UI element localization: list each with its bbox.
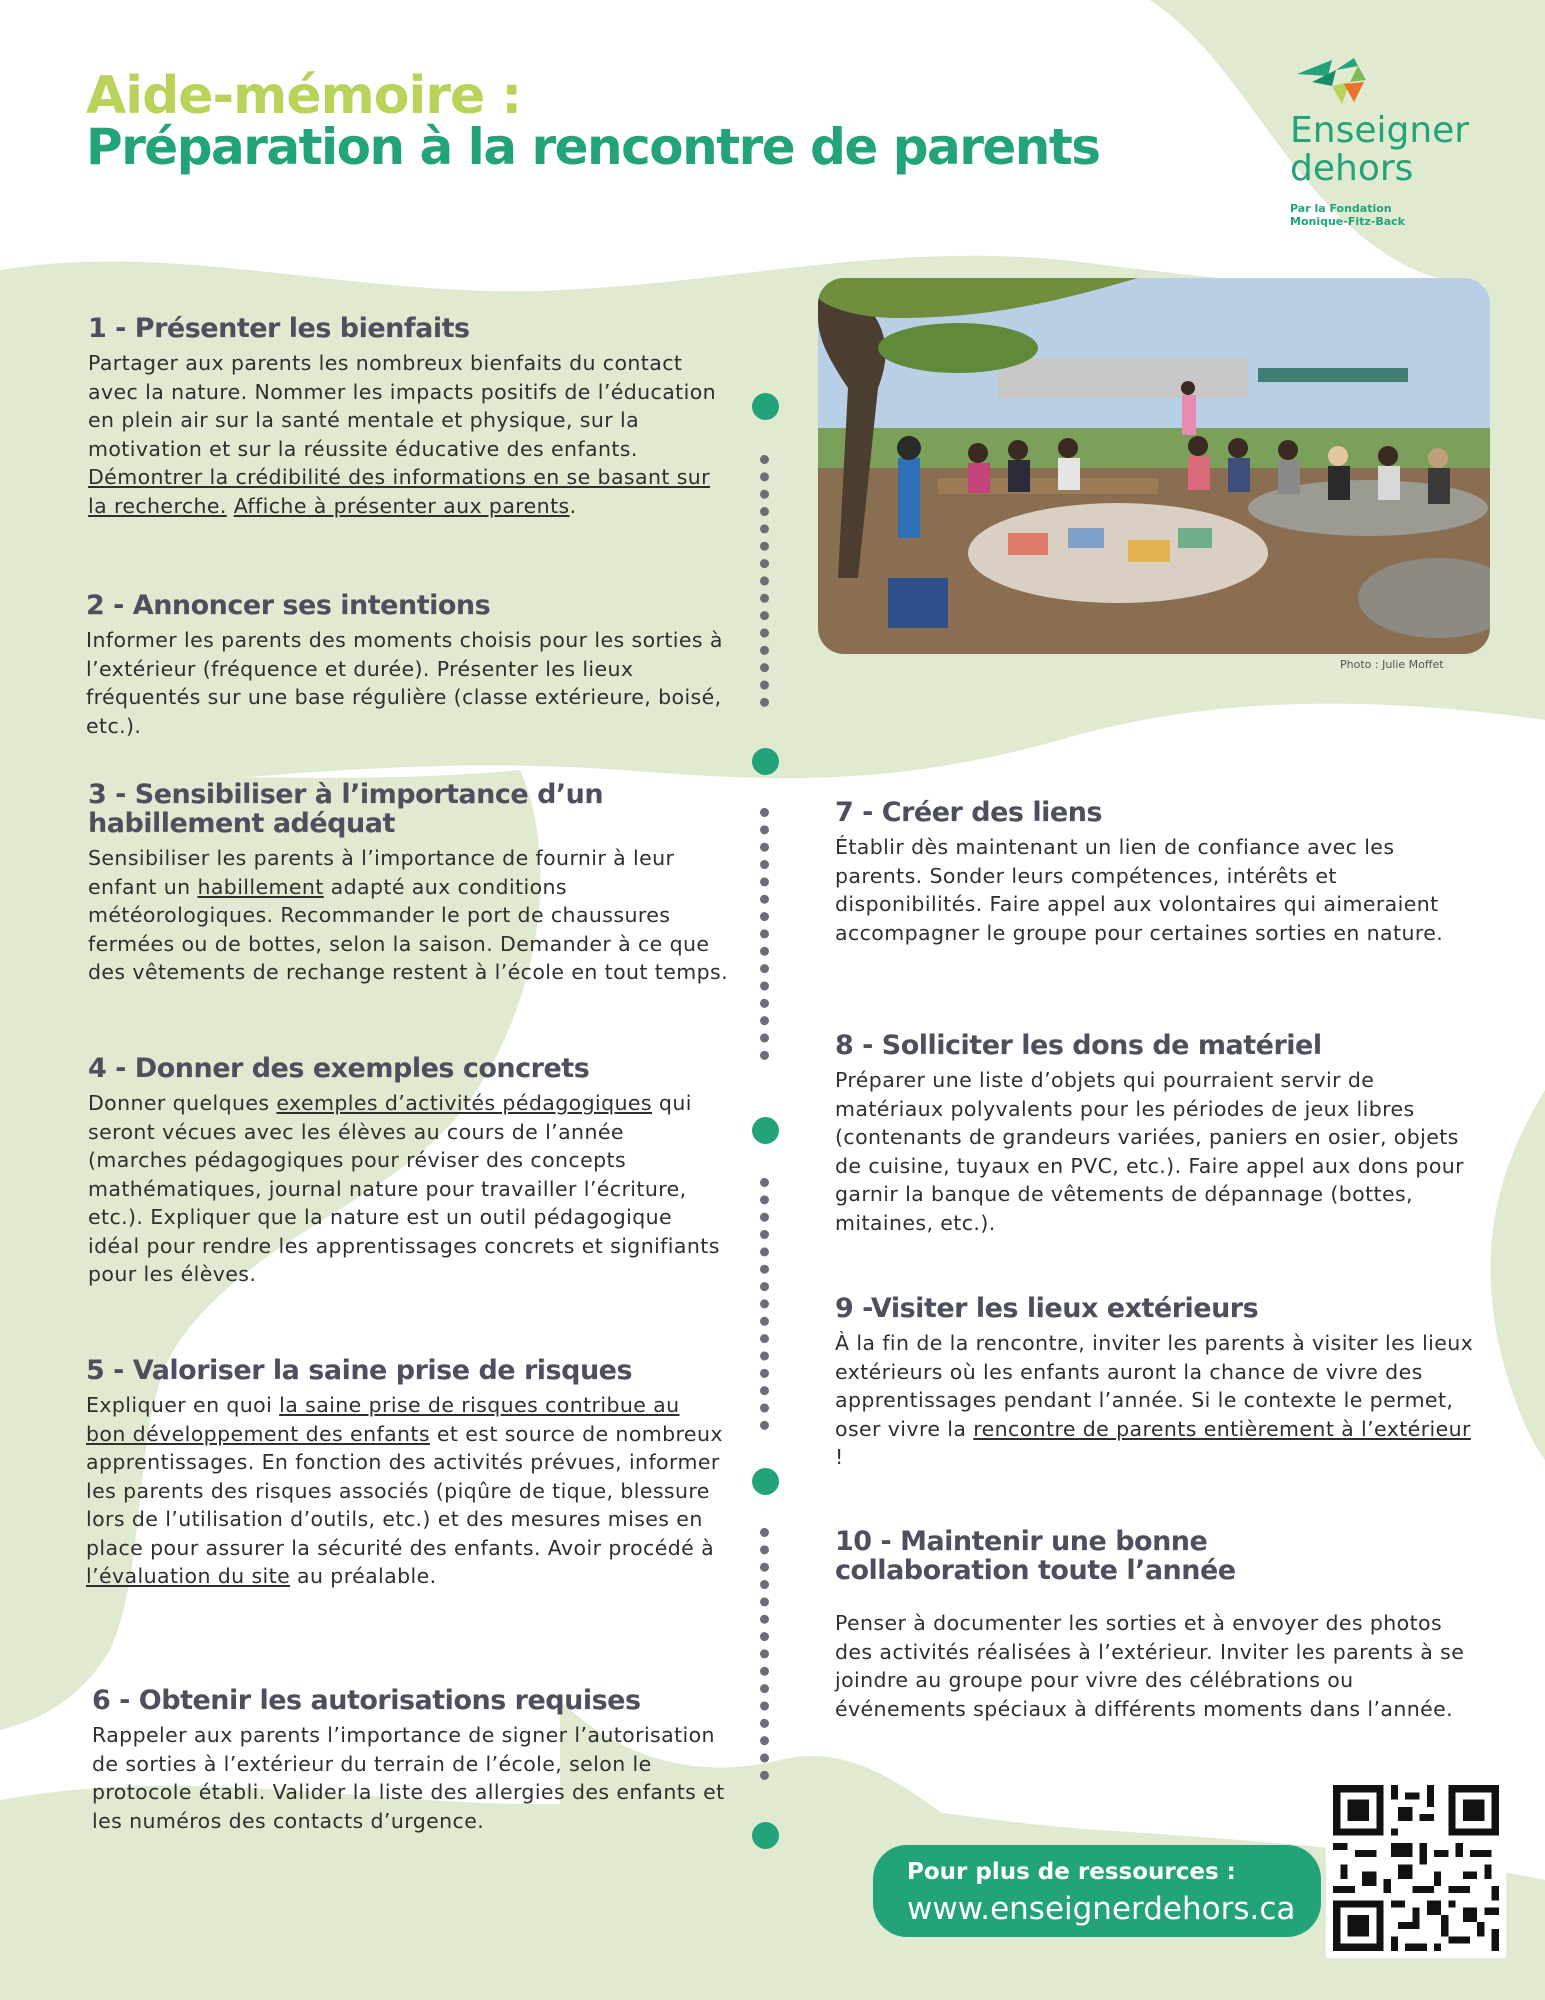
section-5 <box>86 1356 726 1591</box>
section-10-text: Penser à documenter les sorties et à envoyer des photos des activités réalisées à l’extérieur. Inviter les parents à se joindre au groupe pour vivre des célébrations ou événements spéciaux à différents moments dans l’année. <box>835 1611 1465 1721</box>
section-10 <box>835 1527 1475 1723</box>
section-7 <box>835 798 1475 947</box>
section-3-title-line2: habillement adéquat <box>88 808 395 839</box>
section-1-text <box>88 349 728 520</box>
section-5-text-part: Expliquer en quoi <box>86 1393 280 1417</box>
section-5-text-part: et est source de nombreux apprentissages. En fonction des activités prévues, informer les parents des risques associés (piqûre de tique, blessure lors de l’utilisation d’outils, etc.) et des mesures mises en place pour assurer la sécurité des enfants. Avoir procédé à <box>86 1421 723 1560</box>
poster-link[interactable]: Affiche à présenter aux parents <box>233 493 570 518</box>
section-2 <box>86 591 726 740</box>
section-1-text-part: . <box>569 493 577 518</box>
timeline-dot-1 <box>752 393 779 420</box>
risk-taking-link[interactable]: la saine prise de risques contribue au bon développement des enfants <box>86 1393 680 1446</box>
section-1-text-part: Partager aux parents les nombreux bienfaits du contact avec la nature. Nommer les impacts positifs de l’éducation en plein air sur la santé mentale et physique, sur la motivation et sur la réussite éducative des enfants. <box>88 351 717 461</box>
page-title-line2: Préparation à la rencontre de parents <box>86 118 1100 176</box>
timeline-dashes-2 <box>760 808 777 1060</box>
section-4 <box>88 1054 728 1289</box>
timeline-dot-4 <box>752 1468 779 1495</box>
section-6 <box>92 1686 732 1835</box>
hummingbird-logo-icon <box>1292 52 1382 112</box>
timeline-dashes-4 <box>760 1528 777 1780</box>
research-link[interactable]: Démontrer la crédibilité des informations en se basant sur la recherche. <box>88 465 711 518</box>
outdoor-meeting-photo <box>818 278 1490 654</box>
section-5-title: 5 - Valoriser la saine prise de risques <box>86 1355 633 1386</box>
section-10-title <box>835 1527 1475 1585</box>
section-3-title-line1: 3 - Sensibiliser à l’importance d’un <box>88 779 604 810</box>
section-9-title: 9 -Visiter les lieux extérieurs <box>835 1293 1259 1324</box>
logo-subtitle-line1: Par la Fondation <box>1290 202 1392 215</box>
clothing-link[interactable]: habillement <box>197 874 324 899</box>
section-5-text <box>86 1391 726 1591</box>
section-8-title: 8 - Solliciter les dons de matériel <box>835 1030 1322 1061</box>
section-6-title: 6 - Obtenir les autorisations requises <box>92 1685 641 1716</box>
section-2-title: 2 - Annoncer ses intentions <box>86 590 491 621</box>
section-4-text-part: qui seront vécues avec les élèves au cours de l’année (marches pédagogiques pour réviser des concepts mathématiques, journal nature pour travailler l’écriture, etc.). Expliquer que la nature est un outil pédagogique idéal pour rendre les apprentissages concrets et signifiants pour les élèves. <box>88 1091 720 1286</box>
section-1-text-part <box>227 494 234 518</box>
qr-code-graphic <box>1326 1778 1506 1958</box>
timeline-dashes-1 <box>760 455 777 707</box>
section-8-text: Préparer une liste d’objets qui pourraient servir de matériaux polyvalents pour les périodes de jeux libres (contenants de grandeurs variées, paniers en osier, objets de cuisine, tuyaux en PVC, etc.). Faire appel aux dons pour garnir la banque de vêtements de dépannage (bottes, mitaines, etc.). <box>835 1068 1465 1235</box>
page-title-line1: Aide-mémoire : <box>86 66 522 126</box>
organization-logo[interactable] <box>1290 52 1510 228</box>
timeline-dashes-3 <box>760 1178 777 1430</box>
qr-code-icon[interactable] <box>1326 1778 1506 1958</box>
section-4-title: 4 - Donner des exemples concrets <box>88 1053 590 1084</box>
section-1 <box>88 314 728 520</box>
photo-illustration <box>818 278 1490 654</box>
section-7-title: 7 - Créer des liens <box>835 797 1102 828</box>
resources-button[interactable] <box>873 1845 1321 1937</box>
resources-label: Pour plus de ressources : <box>907 1859 1236 1885</box>
section-8 <box>835 1031 1475 1237</box>
section-4-text <box>88 1089 728 1289</box>
section-6-text: Rappeler aux parents l’importance de signer l’autorisation de sorties à l’extérieur du terrain de l’école, selon le protocole établi. Valider la liste des allergies des enfants et les numéros des contacts d’urgence. <box>92 1723 725 1833</box>
logo-name-line1: Enseigner <box>1290 110 1470 151</box>
section-3-text <box>88 844 728 987</box>
section-4-text-part: Donner quelques <box>88 1091 277 1115</box>
logo-subtitle-line2: Monique-Fitz-Back <box>1290 215 1405 228</box>
section-10-title-line2: collaboration toute l’année <box>835 1555 1236 1586</box>
section-9-text <box>835 1329 1475 1472</box>
site-evaluation-link[interactable]: l’évaluation du site <box>86 1564 291 1588</box>
photo-credit: Photo : Julie Moffet <box>1340 658 1444 671</box>
timeline-dot-2 <box>752 748 779 775</box>
resources-url-link[interactable]: www.enseignerdehors.ca <box>907 1891 1296 1927</box>
section-3-title <box>88 780 728 838</box>
outdoor-meeting-link[interactable]: rencontre de parents entièrement à l’extérieur <box>973 1416 1471 1441</box>
activities-link[interactable]: exemples d’activités pédagogiques <box>276 1091 652 1115</box>
section-9 <box>835 1294 1475 1472</box>
timeline-dot-5 <box>752 1822 779 1849</box>
section-3 <box>88 780 728 987</box>
section-3-text-part: Sensibiliser les parents à l’importance de fournir à leur enfant un <box>88 846 675 899</box>
section-5-text-part: au préalable. <box>290 1564 437 1588</box>
section-7-text: Établir dès maintenant un lien de confiance avec les parents. Sonder leurs compétences, intérêts et disponibilités. Faire appel aux volontaires qui aimeraient accompagner le groupe pour certaines sorties en nature. <box>835 835 1444 945</box>
timeline-dot-3 <box>752 1117 779 1144</box>
section-9-text-part: ! <box>835 1445 844 1469</box>
logo-name-line2: dehors <box>1290 148 1414 189</box>
section-2-text: Informer les parents des moments choisis pour les sorties à l’extérieur (fréquence et durée). Présenter les lieux fréquentés sur une base régulière (classe extérieure, boisé, etc.). <box>86 628 723 738</box>
section-1-title: 1 - Présenter les bienfaits <box>88 313 470 344</box>
section-10-title-line1: 10 - Maintenir une bonne <box>835 1526 1208 1557</box>
section-3-text-part: adapté aux conditions météorologiques. Recommander le port de chaussures fermées ou de bottes, selon la saison. Demander à ce que des vêtements de rechange restent à l’école en tout temps. <box>88 874 729 984</box>
section-9-text-part: À la fin de la rencontre, inviter les parents à visiter les lieux extérieurs où les enfants auront la chance de vivre des apprentissages pendant l’année. Si le contexte le permet, oser vivre la <box>835 1331 1474 1441</box>
